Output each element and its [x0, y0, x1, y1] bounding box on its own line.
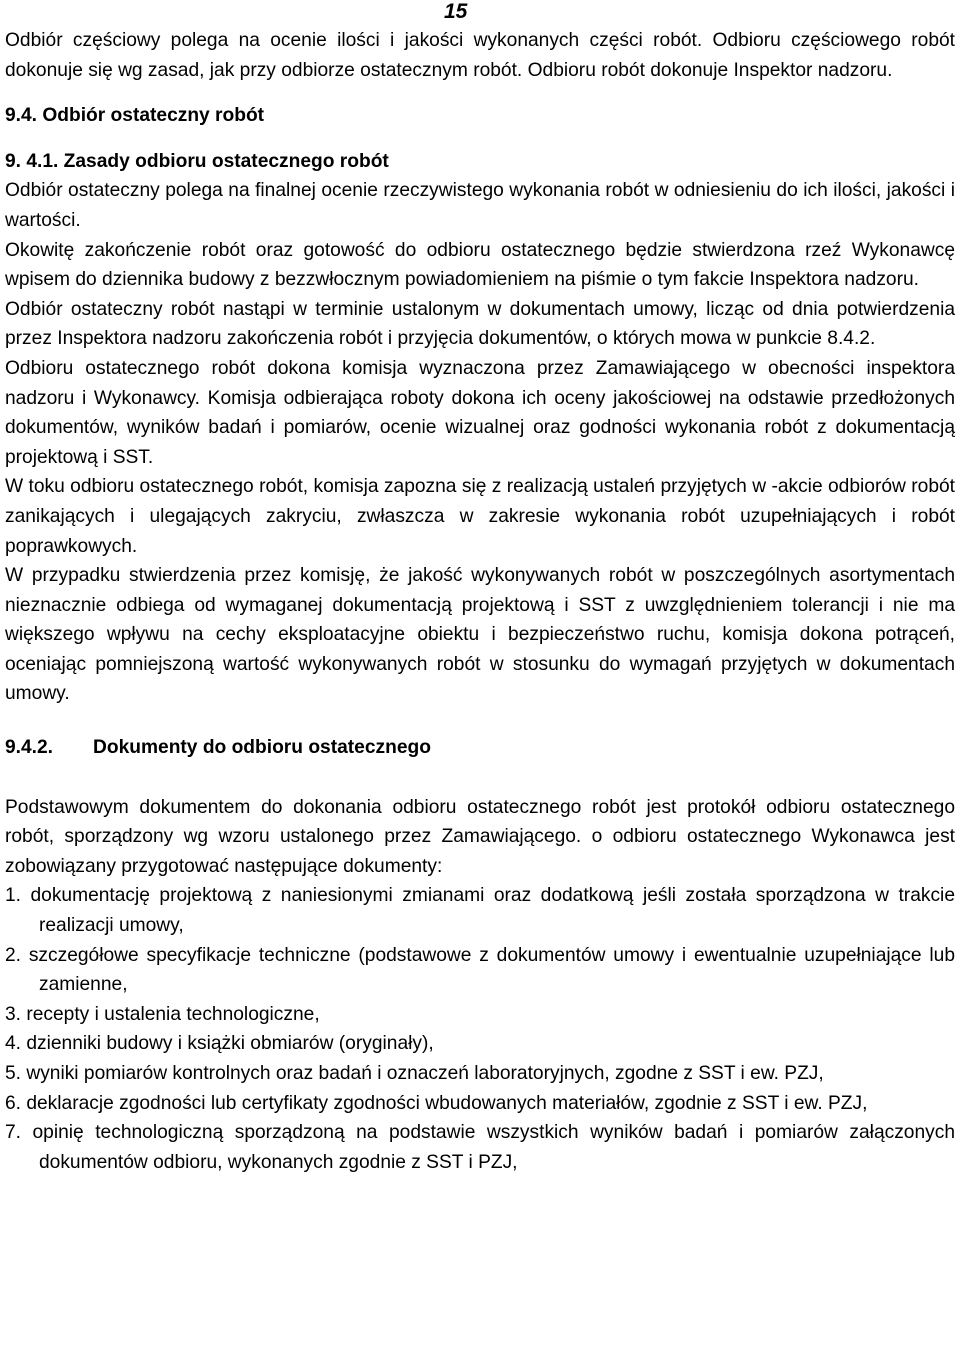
- list-item: 6. deklaracje zgodności lub certyfikaty zgodności wbudowanych materiałów, zgodnie z SST i ew. PZJ,: [5, 1092, 868, 1114]
- body-paragraph: Odbiór ostateczny robót nastąpi w terminie ustalonym w dokumentach umowy, licząc od dnia potwierdzenia przez Inspektora nadzoru zakończenia robót i przyjęcia dokumentów, o których mowa w punkcie 8.4.2.: [5, 298, 955, 350]
- body-paragraph: Okowitę zakończenie robót oraz gotowość do odbioru ostatecznego będzie stwierdzona rzeź Wykonawcę wpisem do dziennika budowy z bezzwłocznym powiadomieniem na piśmie o tym fakcie Inspektora nadzoru.: [5, 239, 955, 291]
- list-item: 1. dokumentację projektową z naniesionymi zmianami oraz dodatkową jeśli została sporządzona w trakcie realizacji umowy,: [5, 885, 955, 937]
- list-item: 5. wyniki pomiarów kontrolnych oraz badań i oznaczeń laboratoryjnych, zgodne z SST i ew. PZJ,: [5, 1063, 824, 1084]
- documents-list: [5, 881, 955, 1177]
- subsection-heading: 9. 4.1. Zasady odbioru ostatecznego robót: [5, 150, 389, 172]
- list-item: 2. szczegółowe specyfikacje techniczne (podstawowe z dokumentów umowy i ewentualnie uzupełniające lub zamienne,: [5, 944, 955, 996]
- intro-paragraph: Odbiór częściowy polega na ocenie ilości i jakości wykonanych części robót. Odbioru częściowego robót dokonuje się wg zasad, jak przy odbiorze ostatecznym robót. Odbioru robót dokonuje Inspektor nadzoru.: [5, 30, 955, 81]
- list-item: 3. recepty i ustalenia technologiczne,: [5, 1003, 320, 1025]
- list-item: 4. dzienniki budowy i książki obmiarów (oryginały),: [5, 1033, 434, 1055]
- body-paragraph: Odbiór ostateczny polega na finalnej ocenie rzeczywistego wykonania robót w odniesieniu do ich ilości, jakości i wartości.: [5, 180, 955, 231]
- list-item: 7. opinię technologiczną sporządzoną na podstawie wszystkich wyników badań i pomiarów załączonych dokumentów odbioru, wykonanych zgodnie z SST i PZJ,: [5, 1122, 955, 1173]
- section-heading: 9.4. Odbiór ostateczny robót: [5, 105, 265, 127]
- documents-heading-number: 9.4.2.: [5, 737, 54, 759]
- documents-intro: Podstawowym dokumentem do dokonania odbioru ostatecznego robót jest protokół odbioru ostatecznego robót, sporządzony wg wzoru ustalonego przez Zamawiającego. o odbioru ostatecznego Wykonawca jest zobowiązany przygotować następujące dokumenty:: [5, 796, 955, 877]
- page-number: 15: [444, 0, 468, 23]
- body-paragraph: Odbioru ostatecznego robót dokona komisja wyznaczona przez Zamawiającego w obecności inspektora nadzoru i Wykonawcy. Komisja odbierająca roboty dokona ich oceny jakościowej na odstawie przedłożonych dokumentów, wyników badań i pomiarów, ocenie wizualnej oraz godności wykonania robót z dokumentacją projektową i SST.: [5, 357, 955, 468]
- documents-heading-title: Dokumenty do odbioru ostatecznego: [93, 737, 431, 759]
- body-paragraph: W przypadku stwierdzenia przez komisję, że jakość wykonywanych robót w poszczególnych asortymentach nieznacznie odbiega od wymaganej dokumentacją projektową i SST z uwzględnieniem tolerancji i nie ma większego wpływu na cechy eksploatacyjne obiektu i bezpieczeństwo ruchu, komisja dokona potrąceń, oceniając pomniejszoną wartość wykonywanych robót w stosunku do wymagań przyjętych w dokumentach umowy.: [5, 565, 955, 705]
- page-content: [5, 26, 955, 1177]
- documents-heading: [5, 709, 955, 793]
- body-paragraph: W toku odbioru ostatecznego robót, komisja zapozna się z realizacją ustaleń przyjętych w -akcie odbiorów robót zanikających i ulegających zakryciu, zwłaszcza w zakresie wykonania robót uzupełniających i robót poprawkowych.: [5, 476, 955, 557]
